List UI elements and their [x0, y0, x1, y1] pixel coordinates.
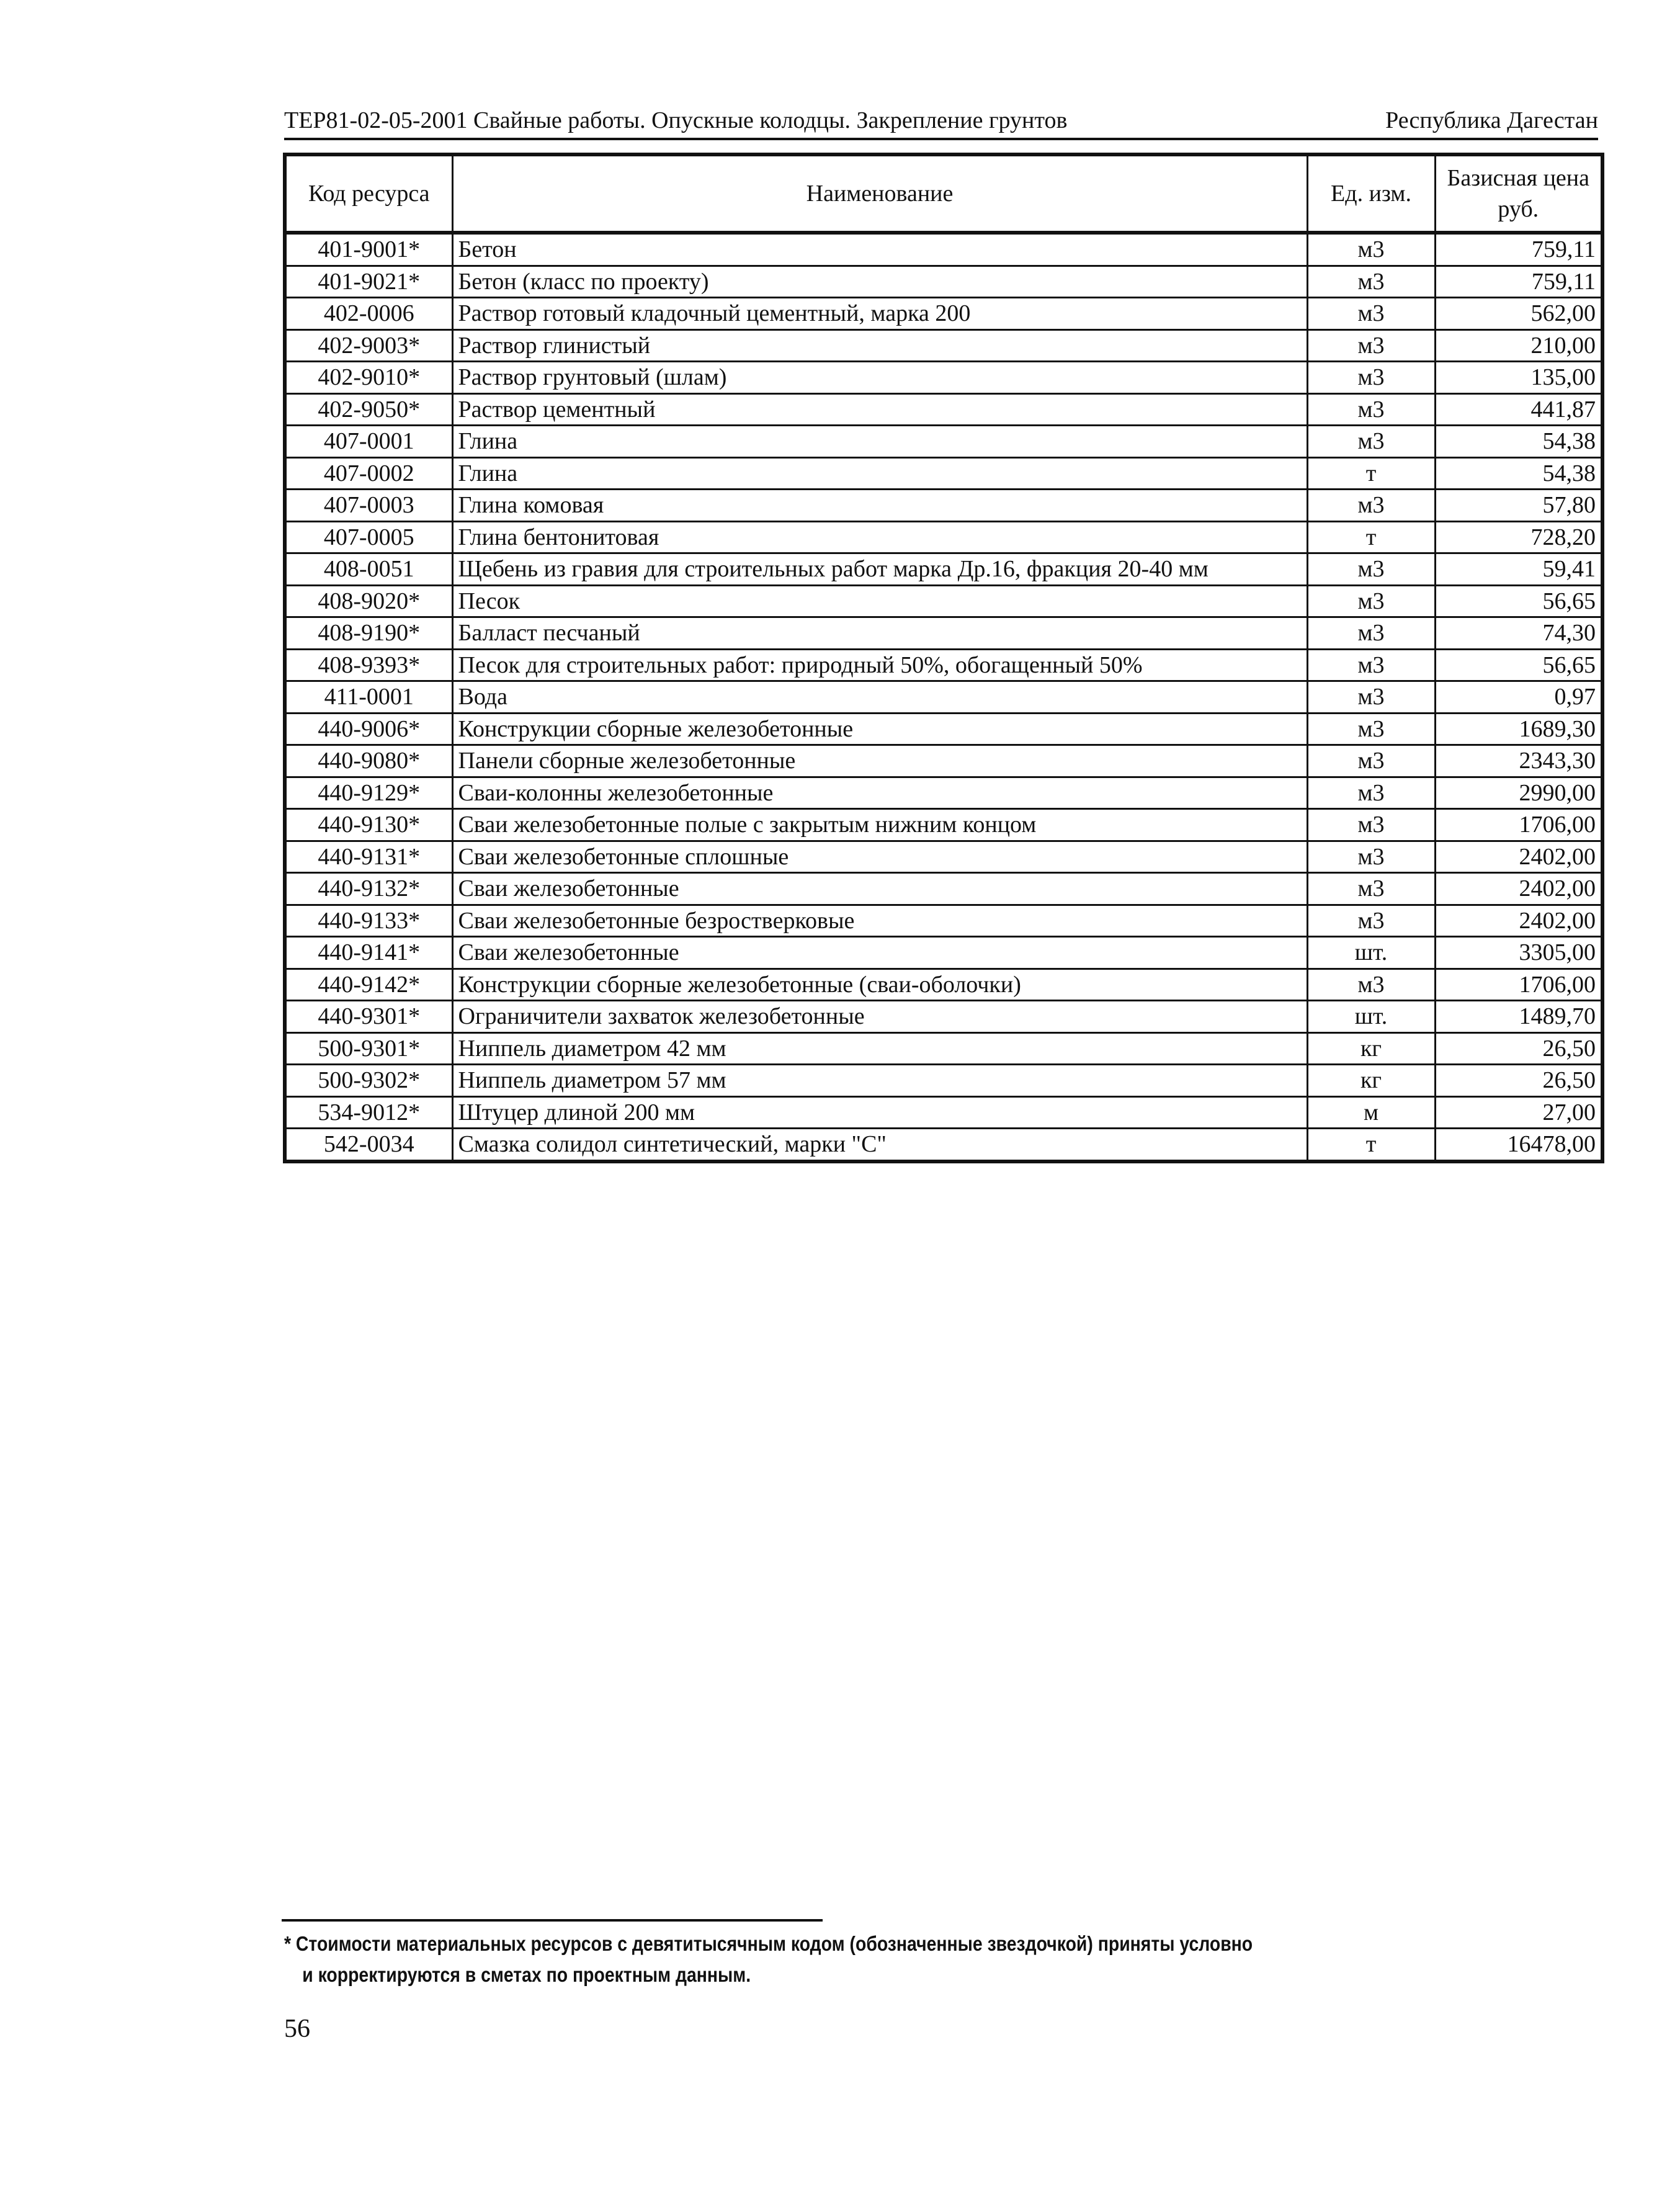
resource-code-cell: 440-9133* [285, 905, 452, 937]
price-cell: 1706,00 [1435, 809, 1602, 841]
price-cell: 728,20 [1435, 521, 1602, 553]
resource-code-cell: 440-9130* [285, 809, 452, 841]
resource-name-cell: Глина [452, 457, 1307, 490]
price-cell: 74,30 [1435, 617, 1602, 650]
unit-cell: м3 [1307, 681, 1435, 714]
resource-name-cell: Сваи железобетонные безроствeрковые [452, 905, 1307, 937]
column-header-unit: Ед. изм. [1307, 154, 1435, 233]
price-cell: 759,11 [1435, 233, 1602, 266]
price-cell: 210,00 [1435, 329, 1602, 362]
resource-name-cell: Конструкции сборные железобетонные [452, 713, 1307, 745]
resource-code-cell: 534-9012* [285, 1096, 452, 1129]
resource-name-cell: Сваи железобетонные полые с закрытым нижним концом [452, 809, 1307, 841]
table-header-row [285, 154, 1602, 233]
resource-name-cell: Ниппель диаметром 42 мм [452, 1032, 1307, 1065]
unit-cell: т [1307, 521, 1435, 553]
table-row [285, 233, 1602, 266]
price-cell: 56,65 [1435, 585, 1602, 617]
resource-code-cell: 440-9131* [285, 841, 452, 873]
resource-name-cell: Сваи-колонны железобетонные [452, 777, 1307, 809]
table-row [285, 490, 1602, 522]
resource-code-cell: 407-0001 [285, 426, 452, 458]
table-row [285, 905, 1602, 937]
resource-name-cell: Песок для строительных работ: природный 50%, обогащенный 50% [452, 649, 1307, 681]
resource-code-cell: 440-9142* [285, 969, 452, 1001]
price-cell: 59,41 [1435, 553, 1602, 586]
price-cell: 759,11 [1435, 266, 1602, 298]
resource-name-cell: Ограничители захваток железобетонные [452, 1001, 1307, 1033]
price-cell: 441,87 [1435, 393, 1602, 426]
resource-code-cell: 402-0006 [285, 298, 452, 330]
unit-cell: м3 [1307, 809, 1435, 841]
unit-cell: м3 [1307, 969, 1435, 1001]
resource-code-cell: 500-9302* [285, 1065, 452, 1097]
price-cell: 26,50 [1435, 1065, 1602, 1097]
resource-price-table [283, 153, 1604, 1163]
unit-cell: шт. [1307, 937, 1435, 969]
resource-code-cell: 402-9003* [285, 329, 452, 362]
table-row [285, 745, 1602, 777]
table-row [285, 809, 1602, 841]
unit-cell: м3 [1307, 329, 1435, 362]
resource-name-cell: Раствор глинистый [452, 329, 1307, 362]
price-cell: 3305,00 [1435, 937, 1602, 969]
unit-cell: м [1307, 1096, 1435, 1129]
page-header [284, 103, 1598, 140]
table-row [285, 298, 1602, 330]
resource-code-cell: 440-9301* [285, 1001, 452, 1033]
table-row [285, 393, 1602, 426]
unit-cell: м3 [1307, 233, 1435, 266]
resource-code-cell: 440-9129* [285, 777, 452, 809]
resource-name-cell: Раствор готовый кладочный цементный, марка 200 [452, 298, 1307, 330]
resource-name-cell: Смазка солидол синтетический, марки "С" [452, 1129, 1307, 1161]
price-cell: 27,00 [1435, 1096, 1602, 1129]
resource-name-cell: Песок [452, 585, 1307, 617]
table-row [285, 1129, 1602, 1161]
unit-cell: м3 [1307, 905, 1435, 937]
page-number: 56 [284, 2015, 310, 2043]
unit-cell: т [1307, 1129, 1435, 1161]
table-row [285, 457, 1602, 490]
unit-cell: м3 [1307, 426, 1435, 458]
table-row [285, 1096, 1602, 1129]
table-row [285, 969, 1602, 1001]
table-row [285, 777, 1602, 809]
resource-name-cell: Балласт песчаный [452, 617, 1307, 650]
resource-code-cell: 440-9080* [285, 745, 452, 777]
price-cell: 1706,00 [1435, 969, 1602, 1001]
price-cell: 2402,00 [1435, 841, 1602, 873]
resource-name-cell: Бетон (класс по проекту) [452, 266, 1307, 298]
unit-cell: кг [1307, 1065, 1435, 1097]
unit-cell: м3 [1307, 649, 1435, 681]
resource-code-cell: 407-0003 [285, 490, 452, 522]
table-row [285, 521, 1602, 553]
price-cell: 57,80 [1435, 490, 1602, 522]
unit-cell: м3 [1307, 617, 1435, 650]
unit-cell: м3 [1307, 553, 1435, 586]
table-row [285, 585, 1602, 617]
table-row [285, 617, 1602, 650]
unit-cell: м3 [1307, 585, 1435, 617]
unit-cell: м3 [1307, 745, 1435, 777]
resource-name-cell: Глина комовая [452, 490, 1307, 522]
resource-name-cell: Вода [452, 681, 1307, 714]
table-row [285, 649, 1602, 681]
unit-cell: м3 [1307, 298, 1435, 330]
document-title: ТЕР81-02-05-2001 Свайные работы. Опускные колодцы. Закрепление грунтов [284, 107, 1068, 133]
region-label: Республика Дагестан [1385, 107, 1598, 133]
price-cell: 54,38 [1435, 457, 1602, 490]
resource-name-cell: Сваи железобетонные [452, 937, 1307, 969]
price-cell: 56,65 [1435, 649, 1602, 681]
price-cell: 2402,00 [1435, 873, 1602, 905]
footnote [284, 1928, 1405, 1990]
unit-cell: м3 [1307, 393, 1435, 426]
table-row [285, 329, 1602, 362]
unit-cell: м3 [1307, 266, 1435, 298]
table-row [285, 1032, 1602, 1065]
unit-cell: м3 [1307, 777, 1435, 809]
resource-name-cell: Сваи железобетонные [452, 873, 1307, 905]
price-cell: 26,50 [1435, 1032, 1602, 1065]
resource-code-cell: 408-9190* [285, 617, 452, 650]
resource-name-cell: Раствор грунтовый (шлам) [452, 362, 1307, 394]
price-cell: 2990,00 [1435, 777, 1602, 809]
resource-code-cell: 411-0001 [285, 681, 452, 714]
resource-name-cell: Щебень из гравия для строительных работ марка Др.16, фракция 20-40 мм [452, 553, 1307, 586]
table-row [285, 873, 1602, 905]
price-cell: 2402,00 [1435, 905, 1602, 937]
unit-cell: кг [1307, 1032, 1435, 1065]
price-cell: 1489,70 [1435, 1001, 1602, 1033]
table-row [285, 553, 1602, 586]
table-row [285, 841, 1602, 873]
resource-code-cell: 401-9001* [285, 233, 452, 266]
resource-name-cell: Конструкции сборные железобетонные (сваи-оболочки) [452, 969, 1307, 1001]
resource-code-cell: 408-0051 [285, 553, 452, 586]
resource-code-cell: 542-0034 [285, 1129, 452, 1161]
unit-cell: м3 [1307, 362, 1435, 394]
table-row [285, 362, 1602, 394]
resource-name-cell: Сваи железобетонные сплошные [452, 841, 1307, 873]
price-cell: 135,00 [1435, 362, 1602, 394]
resource-code-cell: 407-0005 [285, 521, 452, 553]
unit-cell: м3 [1307, 490, 1435, 522]
table-body [285, 233, 1602, 1161]
column-header-price-line2: руб. [1498, 196, 1539, 222]
price-cell: 16478,00 [1435, 1129, 1602, 1161]
resource-code-cell: 500-9301* [285, 1032, 452, 1065]
unit-cell: м3 [1307, 841, 1435, 873]
column-header-price [1435, 154, 1602, 233]
resource-name-cell: Панели сборные железобетонные [452, 745, 1307, 777]
resource-name-cell: Ниппель диаметром 57 мм [452, 1065, 1307, 1097]
table-row [285, 681, 1602, 714]
resource-code-cell: 440-9141* [285, 937, 452, 969]
price-cell: 1689,30 [1435, 713, 1602, 745]
column-header-code: Код ресурса [285, 154, 452, 233]
table-row [285, 1001, 1602, 1033]
price-cell: 54,38 [1435, 426, 1602, 458]
resource-code-cell: 440-9006* [285, 713, 452, 745]
column-header-price-line1: Базисная цена [1447, 165, 1589, 191]
unit-cell: т [1307, 457, 1435, 490]
unit-cell: шт. [1307, 1001, 1435, 1033]
resource-name-cell: Раствор цементный [452, 393, 1307, 426]
table-row [285, 713, 1602, 745]
resource-name-cell: Глина бентонитовая [452, 521, 1307, 553]
table-row [285, 266, 1602, 298]
price-cell: 2343,30 [1435, 745, 1602, 777]
resource-code-cell: 408-9393* [285, 649, 452, 681]
footnote-line-1: * Стоимости материальных ресурсов с девятитысячным кодом (обозначенные звездочкой) приняты условно [284, 1932, 1253, 1955]
resource-code-cell: 440-9132* [285, 873, 452, 905]
table-row [285, 937, 1602, 969]
resource-name-cell: Бетон [452, 233, 1307, 266]
footnote-divider [282, 1919, 823, 1922]
footnote-line-2: и корректируются в сметах по проектным данным. [302, 1963, 751, 1986]
column-header-name: Наименование [452, 154, 1307, 233]
resource-code-cell: 402-9050* [285, 393, 452, 426]
resource-code-cell: 401-9021* [285, 266, 452, 298]
resource-code-cell: 407-0002 [285, 457, 452, 490]
table-row [285, 1065, 1602, 1097]
table-row [285, 426, 1602, 458]
unit-cell: м3 [1307, 713, 1435, 745]
price-cell: 562,00 [1435, 298, 1602, 330]
resource-code-cell: 408-9020* [285, 585, 452, 617]
price-cell: 0,97 [1435, 681, 1602, 714]
resource-name-cell: Штуцер длиной 200 мм [452, 1096, 1307, 1129]
resource-name-cell: Глина [452, 426, 1307, 458]
resource-code-cell: 402-9010* [285, 362, 452, 394]
unit-cell: м3 [1307, 873, 1435, 905]
